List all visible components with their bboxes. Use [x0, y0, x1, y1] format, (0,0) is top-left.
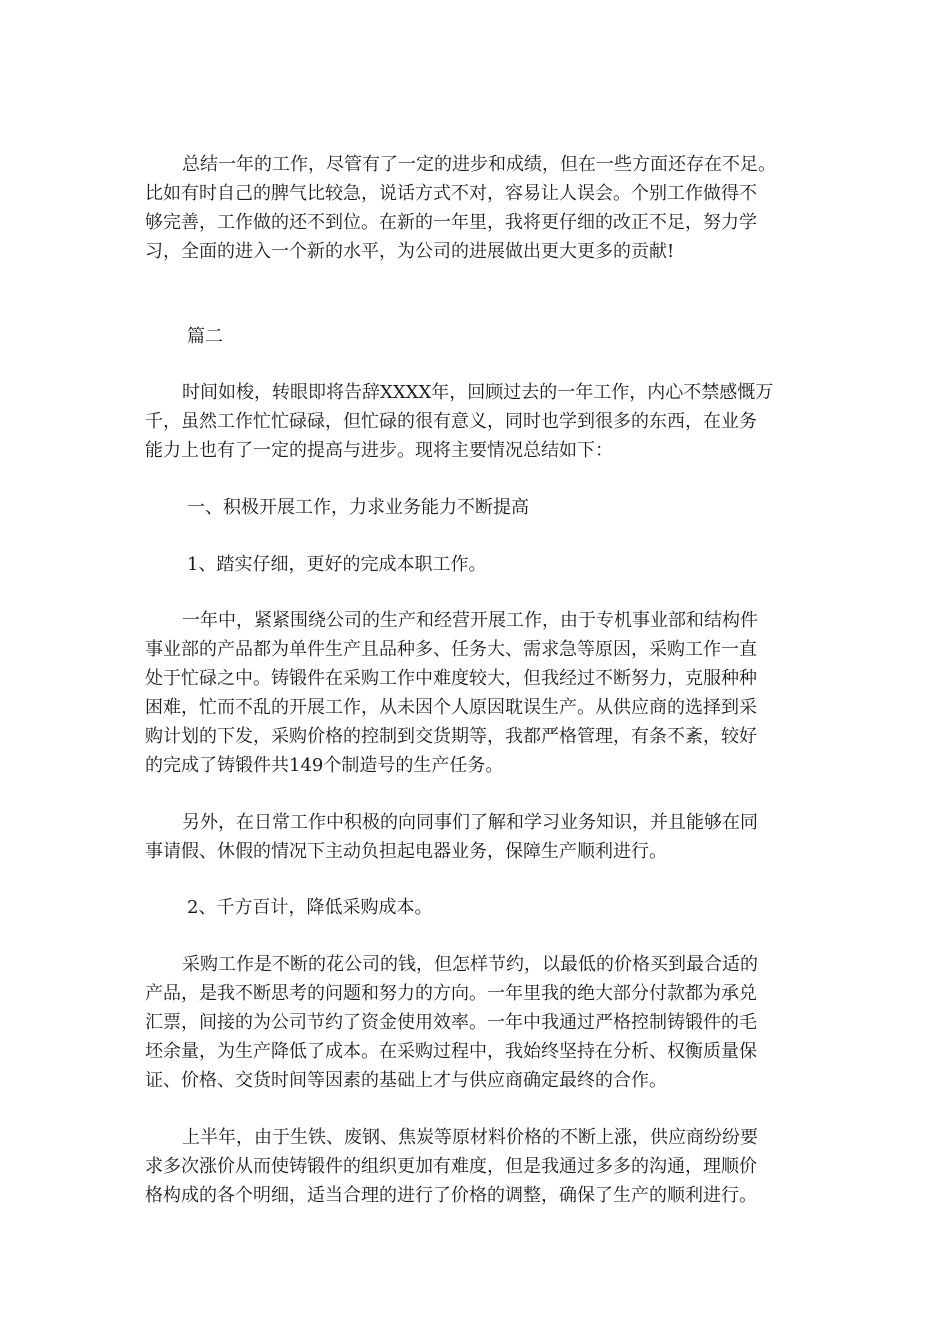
text-line: 另外，在日常工作中积极的向同事们了解和学习业务知识，并且能够在同 [182, 812, 758, 833]
text-line: 事业部的产品都为单件生产且品种多、任务大、需求急等原因，采购工作一直 [145, 639, 757, 660]
text-line: 总结一年的工作，尽管有了一定的进步和成绩，但在一些方面还存在不足。 [182, 154, 776, 175]
opening-paragraph [145, 378, 815, 465]
half-year-paragraph [145, 1123, 815, 1210]
text-line: 购计划的下发，采购价格的控制到交货期等，我都严格管理，有条不紊，较好 [145, 726, 757, 747]
text-line: 习，全面的进入一个新的水平，为公司的进展做出更大更多的贡献! [145, 241, 675, 262]
text-line: 处于忙碌之中。铸锻件在采购工作中难度较大，但我经过不断努力，克服种种 [145, 668, 757, 689]
text-line: 时间如梭，转眼即将告辞XXXX年，回顾过去的一年工作，内心不禁感慨万 [182, 382, 774, 403]
text-line: 比如有时自己的脾气比较急，说话方式不对，容易让人误会。个别工作做得不 [145, 183, 757, 204]
text-line: 产品，是我不断思考的问题和努力的方向。一年里我的绝大部分付款都为承兑 [145, 983, 757, 1004]
text-line: 上半年，由于生铁、废钢、焦炭等原材料价格的不断上涨，供应商纷纷要 [182, 1127, 758, 1148]
text-line: 事请假、休假的情况下主动负担起电器业务，保障生产顺利进行。 [145, 841, 667, 862]
text-line: 坯余量，为生产降低了成本。在采购过程中，我始终坚持在分析、权衡质量保 [145, 1041, 757, 1062]
text-line: 的完成了铸锻件共149个制造号的生产任务。 [145, 755, 504, 776]
text-line: 能力上也有了一定的提高与进步。现将主要情况总结如下： [145, 440, 613, 461]
text-line: 求多次涨价从而使铸锻件的组织更加有难度，但是我通过多多的沟通，理顺价 [145, 1156, 757, 1177]
item-two-paragraph [145, 950, 815, 1095]
text-line: 采购工作是不断的花公司的钱，但怎样节约，以最低的价格买到最合适的 [182, 954, 758, 975]
text-line: 千，虽然工作忙忙碌碌，但忙碌的很有意义，同时也学到很多的东西，在业务 [145, 411, 757, 432]
section-heading: 篇二 [187, 326, 223, 347]
intro-paragraph [145, 150, 815, 266]
text-line: 一年中，紧紧围绕公司的生产和经营开展工作，由于专机事业部和结构件 [182, 610, 758, 631]
additional-paragraph [145, 808, 815, 866]
text-line: 够完善，工作做的还不到位。在新的一年里，我将更仔细的改正不足，努力学 [145, 212, 757, 233]
item-two-heading: 2、千方百计，降低采购成本。 [187, 897, 433, 918]
item-one-paragraph [145, 606, 815, 780]
text-line: 证、价格、交货时间等因素的基础上才与供应商确定最终的合作。 [145, 1070, 667, 1091]
part-one-heading: 一、积极开展工作，力求业务能力不断提高 [187, 497, 529, 518]
text-line: 汇票，间接的为公司节约了资金使用效率。一年中我通过严格控制铸锻件的毛 [145, 1012, 757, 1033]
text-line: 格构成的各个明细，适当合理的进行了价格的调整，确保了生产的顺利进行。 [145, 1185, 757, 1206]
text-line: 困难，忙而不乱的开展工作，从未因个人原因耽误生产。从供应商的选择到采 [145, 697, 757, 718]
item-one-heading: 1、踏实仔细，更好的完成本职工作。 [187, 554, 487, 575]
